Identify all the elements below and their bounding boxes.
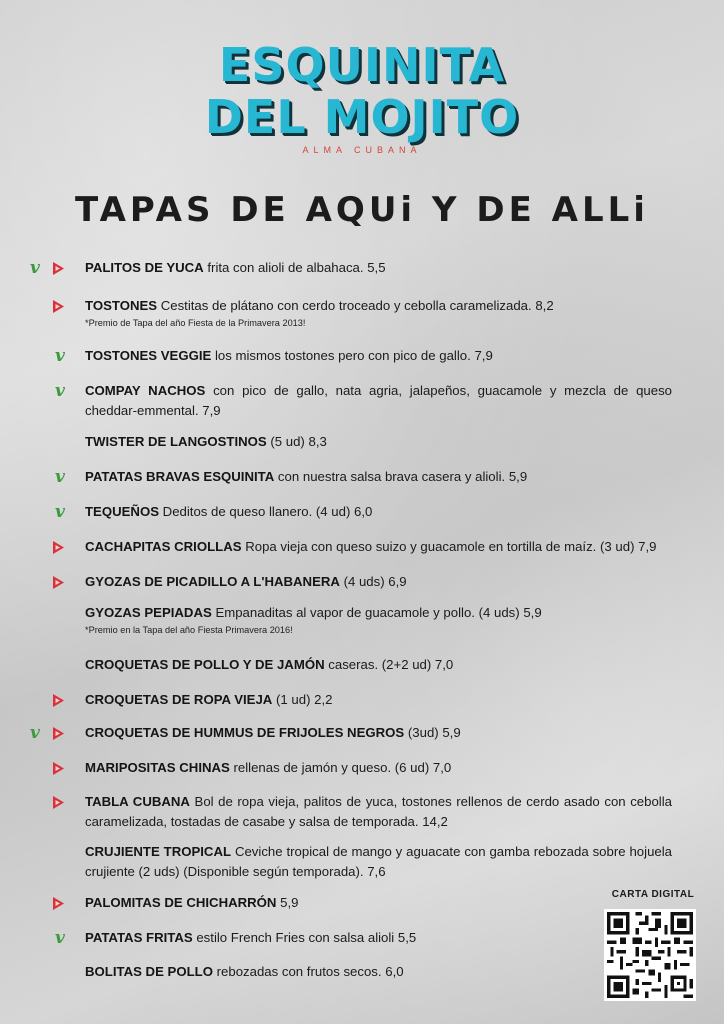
menu-item-text [85, 655, 672, 675]
menu-item-name: CROQUETAS DE POLLO Y DE JAMÓN [85, 657, 325, 672]
menu-item-text [85, 690, 672, 710]
chili-icon [51, 575, 66, 590]
menu-item-description: (1 ud) 2,2 [272, 692, 333, 707]
menu-item [85, 690, 672, 710]
vegetarian-icon: v [30, 723, 40, 743]
menu-item-description: rebozadas con frutos secos. 6,0 [212, 964, 404, 979]
menu-item [85, 258, 672, 278]
vegetarian-icon: v [30, 258, 40, 278]
menu-item-name: MARIPOSITAS CHINAS [85, 760, 230, 775]
menu-item [85, 537, 672, 557]
menu-item [85, 723, 672, 743]
chili-icon [51, 795, 66, 810]
menu-item-description: con nuestra salsa brava casera y alioli. 5,9 [274, 469, 528, 484]
menu-item-name: PATATAS BRAVAS ESQUINITA [85, 469, 275, 484]
menu-item-note: *Premio en la Tapa del año Fiesta Primavera 2016! [85, 625, 293, 635]
menu-item-name: CROQUETAS DE ROPA VIEJA [85, 692, 273, 707]
menu-item [85, 962, 672, 982]
menu-item [85, 603, 672, 637]
chili-icon [51, 896, 66, 911]
menu-item-name: PALOMITAS DE CHICHARRÓN [85, 895, 277, 910]
menu-item-name: TABLA CUBANA [85, 794, 190, 809]
menu-item-text [85, 723, 672, 743]
menu-item [85, 467, 672, 487]
menu-item-text [85, 432, 672, 452]
menu-item-name: GYOZAS DE PICADILLO A L'HABANERA [85, 574, 340, 589]
menu-item-name: GYOZAS PEPIADAS [85, 605, 212, 620]
menu-item-name: BOLITAS DE POLLO [85, 964, 213, 979]
menu-item-text [85, 603, 672, 623]
menu-item [85, 655, 672, 675]
menu-item-description: caseras. (2+2 ud) 7,0 [324, 657, 454, 672]
menu-item-text [85, 928, 672, 948]
menu-item-name: CROQUETAS DE HUMMUS DE FRIJOLES NEGROS [85, 725, 405, 740]
menu-item [85, 381, 672, 421]
logo-line-2: DEL MOJITO [204, 90, 520, 144]
chili-icon [51, 261, 66, 276]
menu-item-description: (4 uds) 6,9 [339, 574, 407, 589]
menu-item-note: *Premio de Tapa del año Fiesta de la Primavera 2013! [85, 318, 306, 328]
menu-item-name: CACHAPITAS CRIOLLAS [85, 539, 242, 554]
menu-item-text [85, 296, 672, 316]
chili-icon [51, 693, 66, 708]
menu-item-name: PALITOS DE YUCA [85, 260, 204, 275]
menu-item [85, 893, 672, 913]
menu-item-name: TOSTONES [85, 298, 158, 313]
menu-item-name: TEQUEÑOS [85, 504, 160, 519]
menu-item-text [85, 572, 672, 592]
menu-item-text [85, 537, 672, 557]
menu-item-description: (3ud) 5,9 [404, 725, 461, 740]
menu-item-name: COMPAY NACHOS [85, 383, 206, 398]
menu-item [85, 346, 672, 366]
logo-line-1: ESQUINITA [218, 38, 506, 92]
menu-item-text [85, 792, 672, 832]
menu-item-description: estilo French Fries con salsa alioli 5,5 [192, 930, 417, 945]
menu-item-description: Ropa vieja con queso suizo y guacamole en tortilla de maíz. (3 ud) 7,9 [241, 539, 657, 554]
menu-item-text [85, 381, 672, 421]
qr-code-icon[interactable] [604, 909, 696, 1001]
logo-tagline: ALMA CUBANA [302, 145, 422, 155]
menu-item-description: Deditos de queso llanero. (4 ud) 6,0 [159, 504, 373, 519]
menu-item-text [85, 962, 672, 982]
menu-item [85, 572, 672, 592]
menu-item [85, 296, 672, 330]
menu-item-name: CRUJIENTE TROPICAL [85, 844, 232, 859]
menu-item [85, 792, 672, 832]
menu-item-description: Cestitas de plátano con cerdo troceado y cebolla caramelizada. 8,2 [157, 298, 554, 313]
chili-icon [51, 726, 66, 741]
menu-item-description: los mismos tostones pero con pico de gallo. 7,9 [211, 348, 493, 363]
chili-icon [51, 761, 66, 776]
vegetarian-icon: v [55, 502, 65, 522]
menu-item-text [85, 758, 672, 778]
menu-item-text [85, 467, 672, 487]
menu-item-description: Empanaditas al vapor de guacamole y pollo. (4 uds) 5,9 [211, 605, 542, 620]
menu-item [85, 502, 672, 522]
menu-item-description: con pico de gallo, nata agria, jalapeños, guacamole y mezcla de queso cheddar-emmental. 7,9 [85, 383, 673, 418]
menu-item-text [85, 893, 672, 913]
menu-item-name: TWISTER DE LANGOSTINOS [85, 434, 267, 449]
menu-item-description: frita con alioli de albahaca. 5,5 [203, 260, 386, 275]
menu-item [85, 928, 672, 948]
menu-item [85, 758, 672, 778]
menu-item-description: rellenas de jamón y queso. (6 ud) 7,0 [229, 760, 452, 775]
menu-item [85, 842, 672, 882]
vegetarian-icon: v [55, 381, 65, 401]
menu-item-text [85, 258, 672, 278]
vegetarian-icon: v [55, 346, 65, 366]
chili-icon [51, 540, 66, 555]
menu-item-name: PATATAS FRITAS [85, 930, 193, 945]
section-title: TAPAS DE AQUi Y DE ALLi [75, 190, 649, 230]
menu-item-text [85, 346, 672, 366]
menu-item-name: TOSTONES VEGGIE [85, 348, 212, 363]
menu-item-text [85, 502, 672, 522]
menu-item-description: Bol de ropa vieja, palitos de yuca, tostones rellenos de cerdo asado con cebolla caramelizada, tostadas de casabe y salsa de temporada. 14,2 [85, 794, 672, 829]
vegetarian-icon: v [55, 467, 65, 487]
menu-item [85, 432, 672, 452]
qr-label: CARTA DIGITAL [611, 889, 695, 900]
vegetarian-icon: v [55, 928, 65, 948]
chili-icon [51, 299, 66, 314]
menu-item-description: Ceviche tropical de mango y aguacate con gamba rebozada sobre hojuela crujiente (2 uds) (Disponible según temporada). 7,6 [85, 844, 672, 879]
menu-item-description: (5 ud) 8,3 [266, 434, 327, 449]
menu-item-description: 5,9 [276, 895, 299, 910]
menu-item-text [85, 842, 672, 882]
